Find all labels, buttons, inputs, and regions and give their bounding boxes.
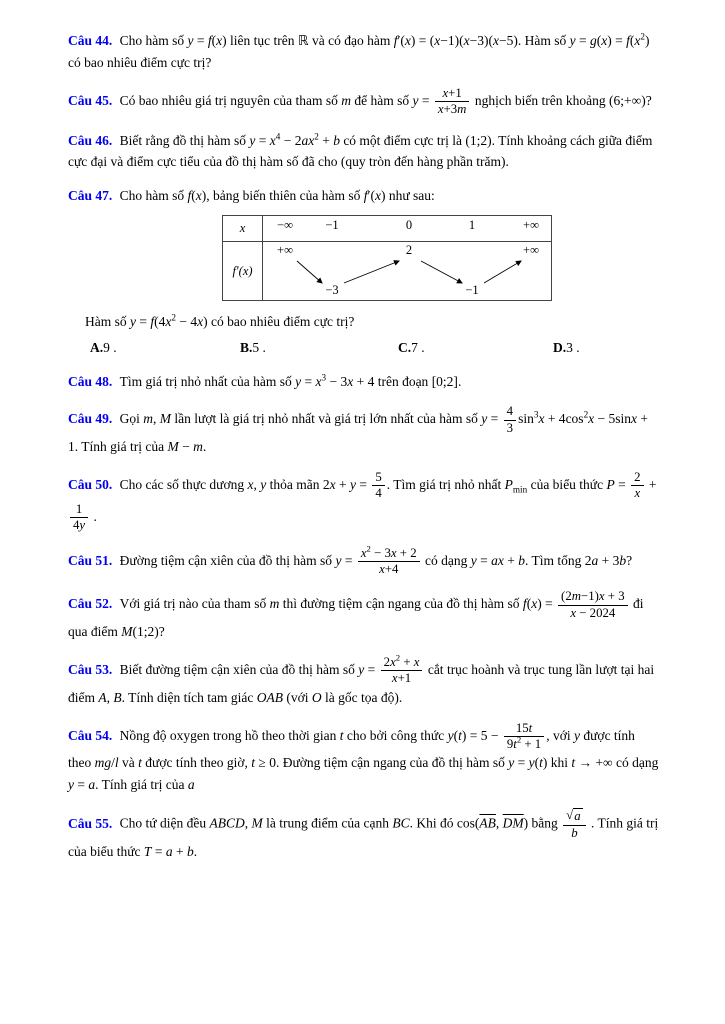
question-label: Câu 55. <box>68 815 113 831</box>
question-label: Câu 45. <box>68 92 113 108</box>
math-expression: m <box>269 596 280 612</box>
question-subtext: Hàm số $y = f(4x^2 - 4x)$ có bao nhiêu điểm cực trị? <box>85 312 355 330</box>
question-text: Câu 50. Cho các số thực dương x, y thỏa mãn 2x + y = $\frac{5}{4}$ . Tìm giá trị nhỏ nhất $P_{min}$ của biểu thức P = $\frac{2}{x}$ + $\frac{1}{4y}$ . <box>68 470 657 533</box>
math-expression: $y = x^3 - 3x + 4$ <box>295 372 375 389</box>
bbt-value: −3 <box>325 283 339 298</box>
math-expression: (1;2) <box>465 132 492 148</box>
math-expression: $\cos(\overline{AB}$, $\overline{DM}$) <box>456 815 529 831</box>
math-expression: OAB <box>256 689 283 705</box>
bbt-value: 2 <box>405 243 413 258</box>
option-D <box>553 337 580 359</box>
bbt-x-label: x <box>223 216 263 241</box>
question-50 <box>68 470 661 534</box>
question-text: Câu 44. Cho hàm số y = f(x) liên tục trên ℝ và có đạo hàm f′(x) = (x−1)(x−3)(x−5). Hàm số $y = g(x) = f(x^2)$ có bao nhiêu điểm cực trị? <box>68 31 650 70</box>
math-expression: M(1;2) <box>121 624 159 640</box>
option-value: 3 . <box>566 339 580 355</box>
math-expression: M <box>251 815 263 831</box>
question-54 <box>68 721 661 797</box>
math-expression: f(x) = $\frac{(2m-1)x + 3}{x - 2024}$ <box>523 596 630 611</box>
question-55 <box>68 808 661 863</box>
question-text: Câu 47. Cho hàm số f(x), bảng biến thiên của hàm số f′(x) như sau: <box>68 188 435 204</box>
option-value: 7 . <box>411 339 425 355</box>
question-text: Câu 45. Có bao nhiêu giá trị nguyên của tham số m để hàm số y = $\frac{x+1}{x+3m}$ nghịch biến trên khoảng (6;+∞)? <box>68 85 652 117</box>
question-label: Câu 50. <box>68 477 113 493</box>
question-text: Câu 46. Biết rằng đồ thị hàm số $y = x^4 - 2ax^2 + b$ có một điểm cực trị là (1;2). Tính khoảng cách giữa điểm cực đại và điểm cực tiểu của đồ thị hàm số đã cho (quy tròn đến hàng phần trăm). <box>68 131 653 170</box>
bbt-fx-label: f′(x) <box>223 242 263 300</box>
math-expression: y = ax + b <box>470 552 525 568</box>
bbt-x-tick: 1 <box>468 218 476 233</box>
questions-list <box>68 30 661 863</box>
math-expression: $y = f(4x^2 - 4x)$ <box>130 312 208 330</box>
question-text: Câu 53. Biết đường tiệm cận xiên của đồ thị hàm số y = $\frac{2x^2 + x}{x+1}$ cắt trục hoành và trục tung lần lượt tại hai điểm A, B. Tính diện tích tam giác OAB (với O là gốc tọa độ). <box>68 652 655 705</box>
question-49 <box>68 404 661 458</box>
math-expression: $P_{min}$ <box>504 477 528 495</box>
math-expression: t → +∞ <box>571 755 613 771</box>
question-45 <box>68 86 661 118</box>
math-expression: y <box>260 477 267 493</box>
question-52 <box>68 589 661 643</box>
option-key: B. <box>240 339 253 355</box>
math-expression: $y = g(x) = f(x^2)$ <box>569 31 650 48</box>
question-text: Câu 52. Với giá trị nào của tham số m thì đường tiệm cận ngang của đồ thị hàm số f(x) = $\frac{(2m-1)x + 3}{x - 2024}$ đi qua điểm M(1;2)? <box>68 589 644 640</box>
math-expression: M − m <box>167 439 203 455</box>
question-label: Câu 53. <box>68 662 113 677</box>
bbt-value: +∞ <box>523 243 539 258</box>
math-expression: y = y(t) <box>508 755 548 771</box>
answer-options <box>90 337 661 359</box>
math-expression: mg/l <box>94 755 119 771</box>
math-expression: y = $\frac{4}{3}$ $\sin^3x + 4\cos^2x - 5\sin x + 1$ <box>68 404 649 455</box>
math-expression: [0;2] <box>431 373 458 389</box>
math-expression: √ a b <box>561 816 587 831</box>
math-expression: y = a <box>68 777 96 793</box>
math-expression: y = $\frac{x^2 - 3x + 2}{x+4}$ <box>335 553 421 568</box>
math-expression: O <box>311 689 322 705</box>
question-text: Câu 51. Đường tiệm cận xiên của đồ thị hàm số y = $\frac{x^2 - 3x + 2}{x+4}$ có dạng y = ax + b. Tìm tổng 2a + 3b? <box>68 543 633 576</box>
math-expression: 2x + y = $\frac{5}{4}$ <box>323 477 387 492</box>
math-expression: T = a + b. <box>143 843 198 859</box>
math-expression: a <box>187 777 195 793</box>
option-A <box>90 337 240 359</box>
question-label: Câu 54. <box>68 727 113 743</box>
bbt-x-tick: −1 <box>325 218 339 233</box>
math-expression: y <box>573 727 580 743</box>
question-text: Câu 54. Nồng độ oxygen trong hồ theo thời gian t cho bởi công thức y(t) = 5 − $\frac{15t}{9t^2 + 1}$ , với y được tính theo mg/l và t được tính theo giờ, t ≥ 0. Đường tiệm cận ngang của đồ thị hàm số y = y(t) khi t → +∞ có dạng y = a. Tính giá trị của a <box>68 720 659 793</box>
math-expression: ABCD <box>209 815 245 831</box>
math-expression: t ≥ 0 <box>251 755 276 771</box>
math-expression: ℝ <box>297 33 309 48</box>
bbt-value: −1 <box>465 283 479 298</box>
math-expression: f′(x) = (x−1)(x−3)(x−5) <box>393 33 518 48</box>
question-47 <box>68 185 661 358</box>
option-value: 9 . <box>103 339 117 355</box>
bbt-value: +∞ <box>277 243 293 258</box>
question-text: Câu 48. Tìm giá trị nhỏ nhất của hàm số $y = x^3 - 3x + 4$ trên đoạn [0;2]. <box>68 372 462 389</box>
question-label: Câu 44. <box>68 33 113 48</box>
math-expression: A, B <box>98 689 122 705</box>
option-B <box>240 337 398 359</box>
math-expression: $y = x^4 - 2ax^2 + b$ <box>249 131 340 148</box>
option-key: D. <box>553 339 567 355</box>
question-label: Câu 51. <box>68 552 113 568</box>
variation-table <box>222 215 552 301</box>
question-text: Câu 49. Gọi m, M lần lượt là giá trị nhỏ nhất và giá trị lớn nhất của hàm số y = $\frac{4}{3}$ $\sin^3x + 4\cos^2x - 5\sin x + 1$. Tính giá trị của M − m. <box>68 404 649 455</box>
math-expression: (6;+∞) <box>609 92 646 108</box>
question-51 <box>68 543 661 578</box>
math-expression: t <box>138 755 142 771</box>
question-46 <box>68 130 661 174</box>
math-expression: 2a + 3b <box>584 552 627 568</box>
math-expression: y = $\frac{x+1}{x+3m}$ <box>412 93 471 108</box>
math-expression: m, M <box>143 411 172 427</box>
bbt-x-tick: +∞ <box>523 218 539 233</box>
option-C <box>398 337 553 359</box>
question-48 <box>68 371 661 393</box>
question-label: Câu 47. <box>68 188 113 204</box>
question-53 <box>68 652 661 709</box>
math-expression: x <box>247 477 254 493</box>
option-key: C. <box>398 339 412 355</box>
question-text: Câu 55. Cho tứ diện đều ABCD, M là trung điểm của cạnh BC. Khi đó $\cos(\overline{AB}$, $\overline{DM}$) bằng √ a b . Tính giá trị của biểu thức T = a + b. <box>68 808 659 859</box>
question-label: Câu 48. <box>68 373 113 389</box>
bbt-x-tick: 0 <box>405 218 413 233</box>
math-expression: P = $\frac{2}{x}$ + $\frac{1}{4y}$ <box>68 477 657 524</box>
math-expression: m <box>341 92 351 108</box>
question-label: Câu 46. <box>68 132 113 148</box>
math-expression: t <box>339 727 344 743</box>
question-label: Câu 49. <box>68 411 113 427</box>
math-expression: BC <box>392 815 410 831</box>
math-expression: y(t) = 5 − $\frac{15t}{9t^2 + 1}$ <box>448 728 547 743</box>
math-expression: f′(x) <box>363 188 386 204</box>
question-label: Câu 52. <box>68 596 113 612</box>
math-expression: f(x) <box>187 188 207 204</box>
bbt-x-tick: −∞ <box>277 218 293 233</box>
option-key: A. <box>90 339 104 355</box>
math-expression: y = f(x) <box>187 33 227 48</box>
math-expression: y = $\frac{2x^2 + x}{x+1}$ <box>358 662 424 677</box>
option-value: 5 . <box>252 339 266 355</box>
question-44 <box>68 30 661 74</box>
